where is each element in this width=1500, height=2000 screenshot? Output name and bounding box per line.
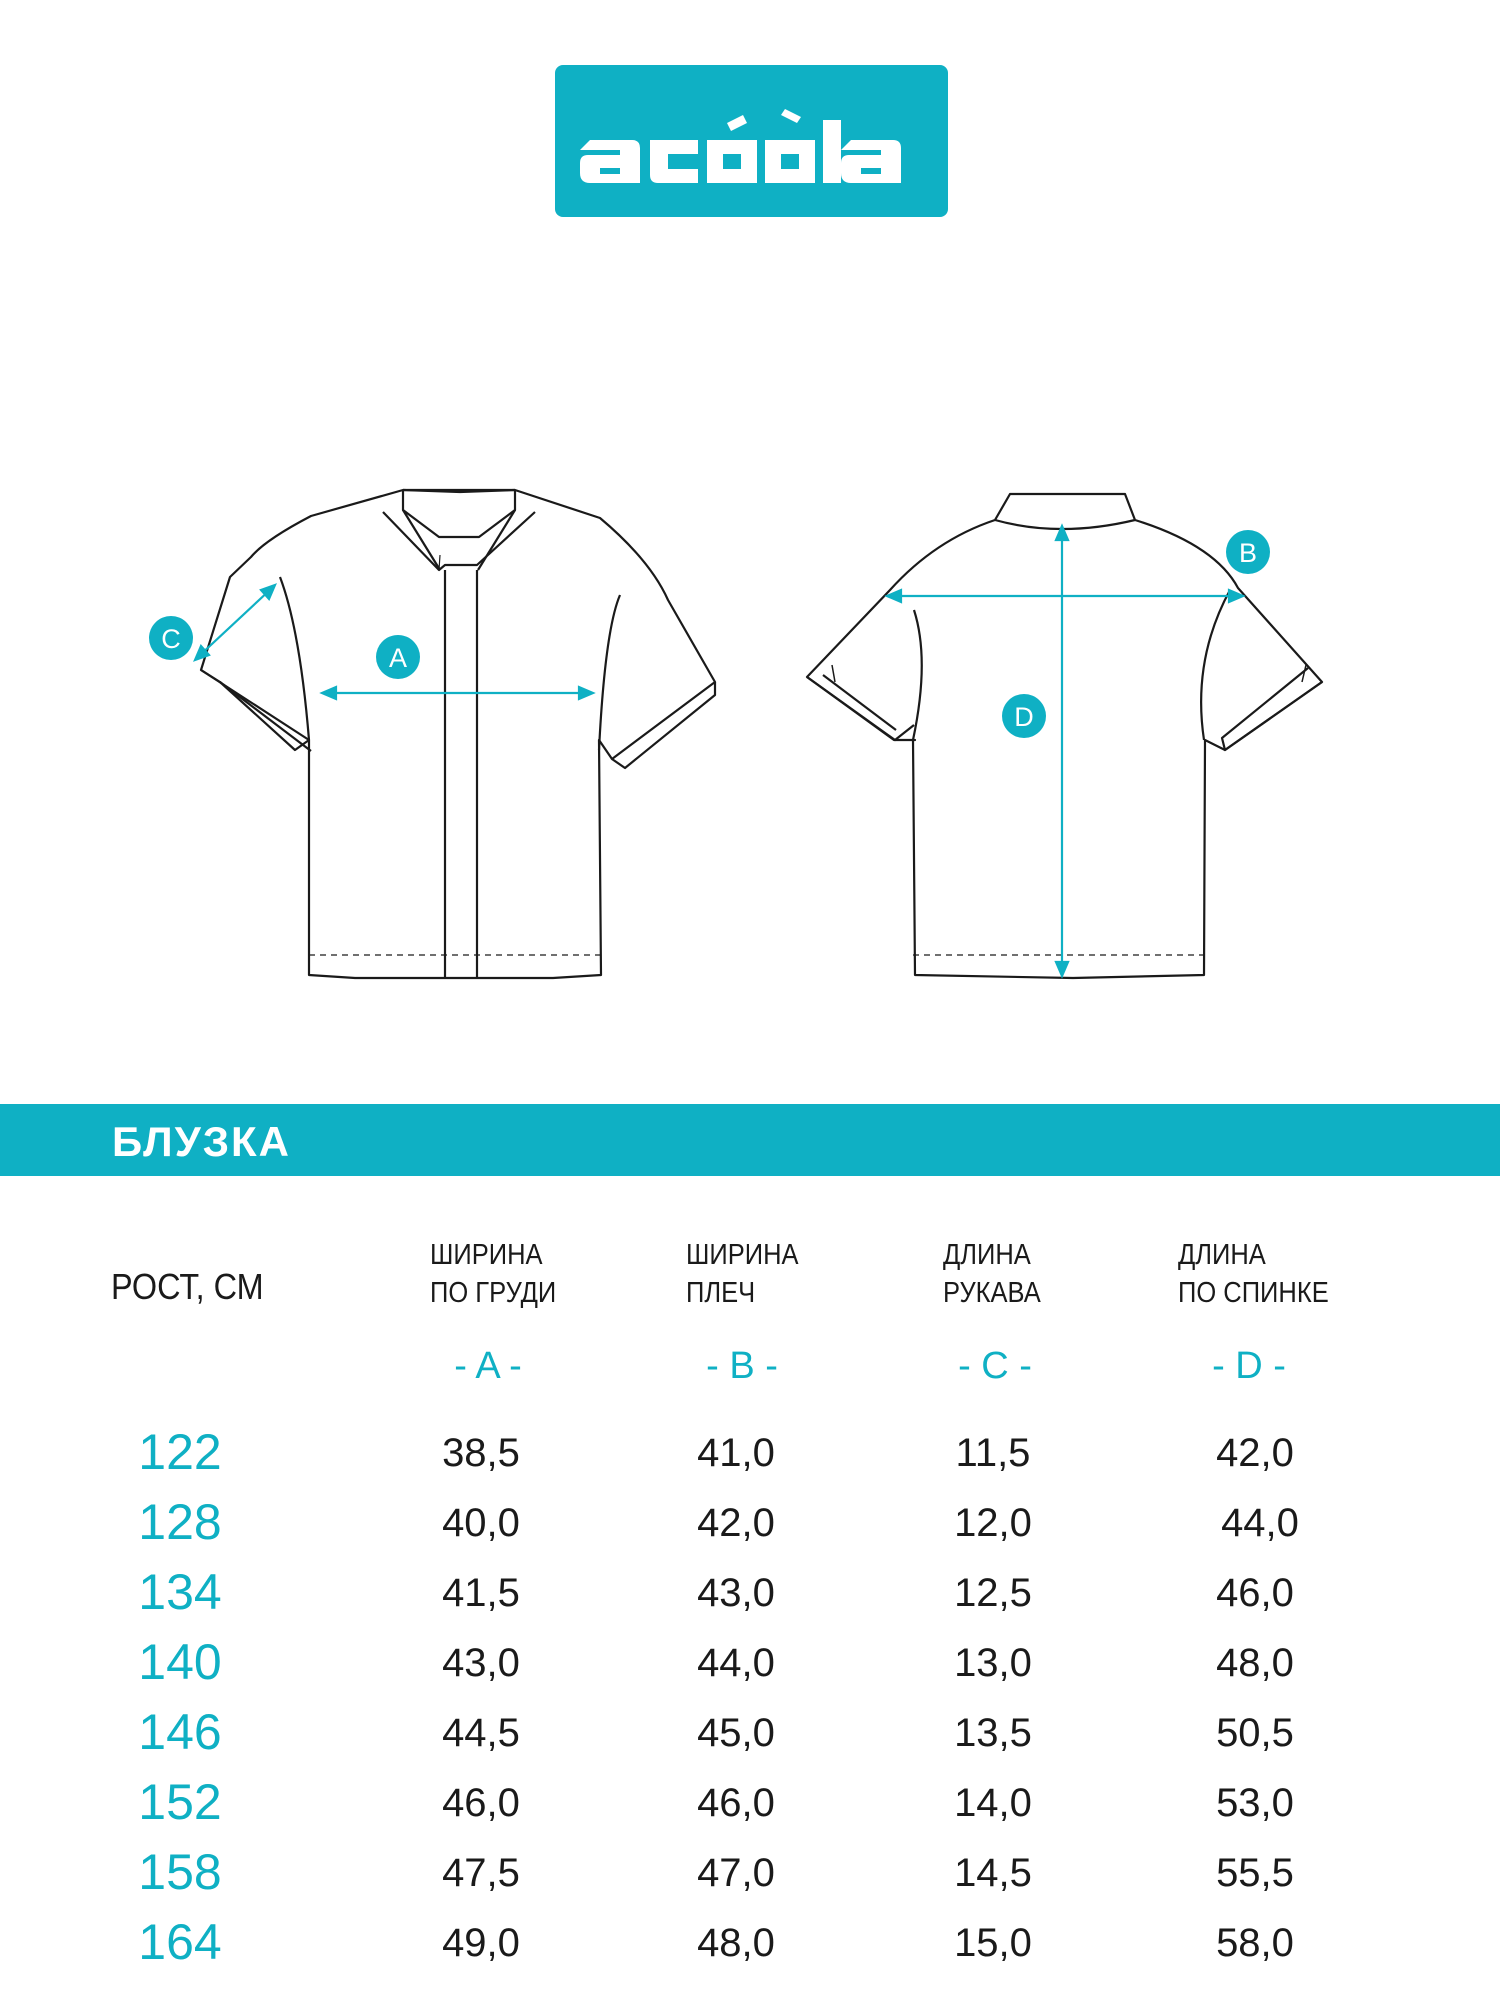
value-cell-b: 41,0 [697, 1431, 775, 1475]
value-cell-d: 53,0 [1216, 1781, 1294, 1825]
column-header-b [686, 1236, 799, 1312]
value-cell-c: 15,0 [954, 1921, 1032, 1965]
table-row [0, 1843, 1500, 1913]
value-cell-a: 40,0 [442, 1501, 520, 1545]
marker-b-label: B [1238, 538, 1258, 568]
section-band [0, 1104, 1500, 1176]
column-letter-a: - A - [454, 1345, 522, 1387]
value-cell-c: 13,0 [954, 1641, 1032, 1685]
value-cell-c: 13,5 [954, 1711, 1032, 1755]
table-row [0, 1423, 1500, 1493]
value-cell-d: 50,5 [1216, 1711, 1294, 1755]
table-row [0, 1913, 1500, 1983]
height-cell: 128 [138, 1494, 222, 1550]
height-cell: 158 [138, 1844, 222, 1900]
height-column-header: РОСТ, СМ [111, 1266, 264, 1307]
garment-diagram [0, 420, 1500, 1000]
height-cell: 164 [138, 1914, 222, 1970]
value-cell-c: 11,5 [955, 1431, 1031, 1475]
column-letter-d: - D - [1212, 1345, 1286, 1387]
column-header-line1: ДЛИНА [1178, 1239, 1266, 1271]
value-cell-a: 41,5 [442, 1571, 520, 1615]
logo-wordmark [555, 65, 948, 217]
height-cell: 134 [138, 1564, 222, 1620]
marker-a-label: A [388, 643, 408, 673]
table-row [0, 1563, 1500, 1633]
table-row [0, 1773, 1500, 1843]
column-letter-c: - C - [958, 1345, 1032, 1387]
column-header-line1: ШИРИНА [686, 1239, 799, 1271]
table-row [0, 1633, 1500, 1703]
value-cell-d: 55,5 [1216, 1851, 1294, 1895]
column-header-line2: РУКАВА [943, 1277, 1041, 1309]
table-row [0, 1493, 1500, 1563]
column-letter-b: - B - [706, 1345, 778, 1387]
value-cell-d: 58,0 [1216, 1921, 1294, 1965]
value-cell-b: 44,0 [697, 1641, 775, 1685]
value-cell-b: 45,0 [697, 1711, 775, 1755]
brand-logo [555, 65, 948, 217]
value-cell-c: 14,5 [954, 1851, 1032, 1895]
value-cell-c: 14,0 [954, 1781, 1032, 1825]
column-header-line1: ДЛИНА [943, 1239, 1031, 1271]
value-cell-d: 44,0 [1221, 1501, 1299, 1545]
marker-d-label: D [1014, 702, 1034, 732]
height-cell: 152 [138, 1774, 222, 1830]
column-header-line2: ПО СПИНКЕ [1178, 1277, 1329, 1309]
value-cell-d: 42,0 [1216, 1431, 1294, 1475]
height-cell: 140 [138, 1634, 222, 1690]
value-cell-a: 46,0 [442, 1781, 520, 1825]
value-cell-a: 49,0 [442, 1921, 520, 1965]
front-view [201, 490, 715, 978]
value-cell-a: 47,5 [442, 1851, 520, 1895]
value-cell-d: 48,0 [1216, 1641, 1294, 1685]
value-cell-b: 46,0 [697, 1781, 775, 1825]
value-cell-c: 12,5 [954, 1571, 1032, 1615]
section-title: БЛУЗКА [112, 1118, 292, 1165]
value-cell-b: 42,0 [697, 1501, 775, 1545]
value-cell-a: 38,5 [442, 1431, 520, 1475]
column-header-line2: ПЛЕЧ [686, 1277, 756, 1309]
column-header-d [1178, 1236, 1329, 1312]
value-cell-a: 43,0 [442, 1641, 520, 1685]
value-cell-b: 47,0 [697, 1851, 775, 1895]
value-cell-a: 44,5 [442, 1711, 520, 1755]
value-cell-b: 48,0 [697, 1921, 775, 1965]
value-cell-c: 12,0 [954, 1501, 1032, 1545]
value-cell-d: 46,0 [1216, 1571, 1294, 1615]
height-cell: 122 [138, 1424, 222, 1480]
marker-c-label: C [161, 624, 181, 654]
value-cell-b: 43,0 [697, 1571, 775, 1615]
height-cell: 146 [138, 1704, 222, 1760]
table-row [0, 1703, 1500, 1773]
column-header-line2: ПО ГРУДИ [430, 1277, 557, 1309]
column-header-line1: ШИРИНА [430, 1239, 543, 1271]
column-header-a [430, 1236, 556, 1312]
column-header-c [943, 1236, 1041, 1312]
